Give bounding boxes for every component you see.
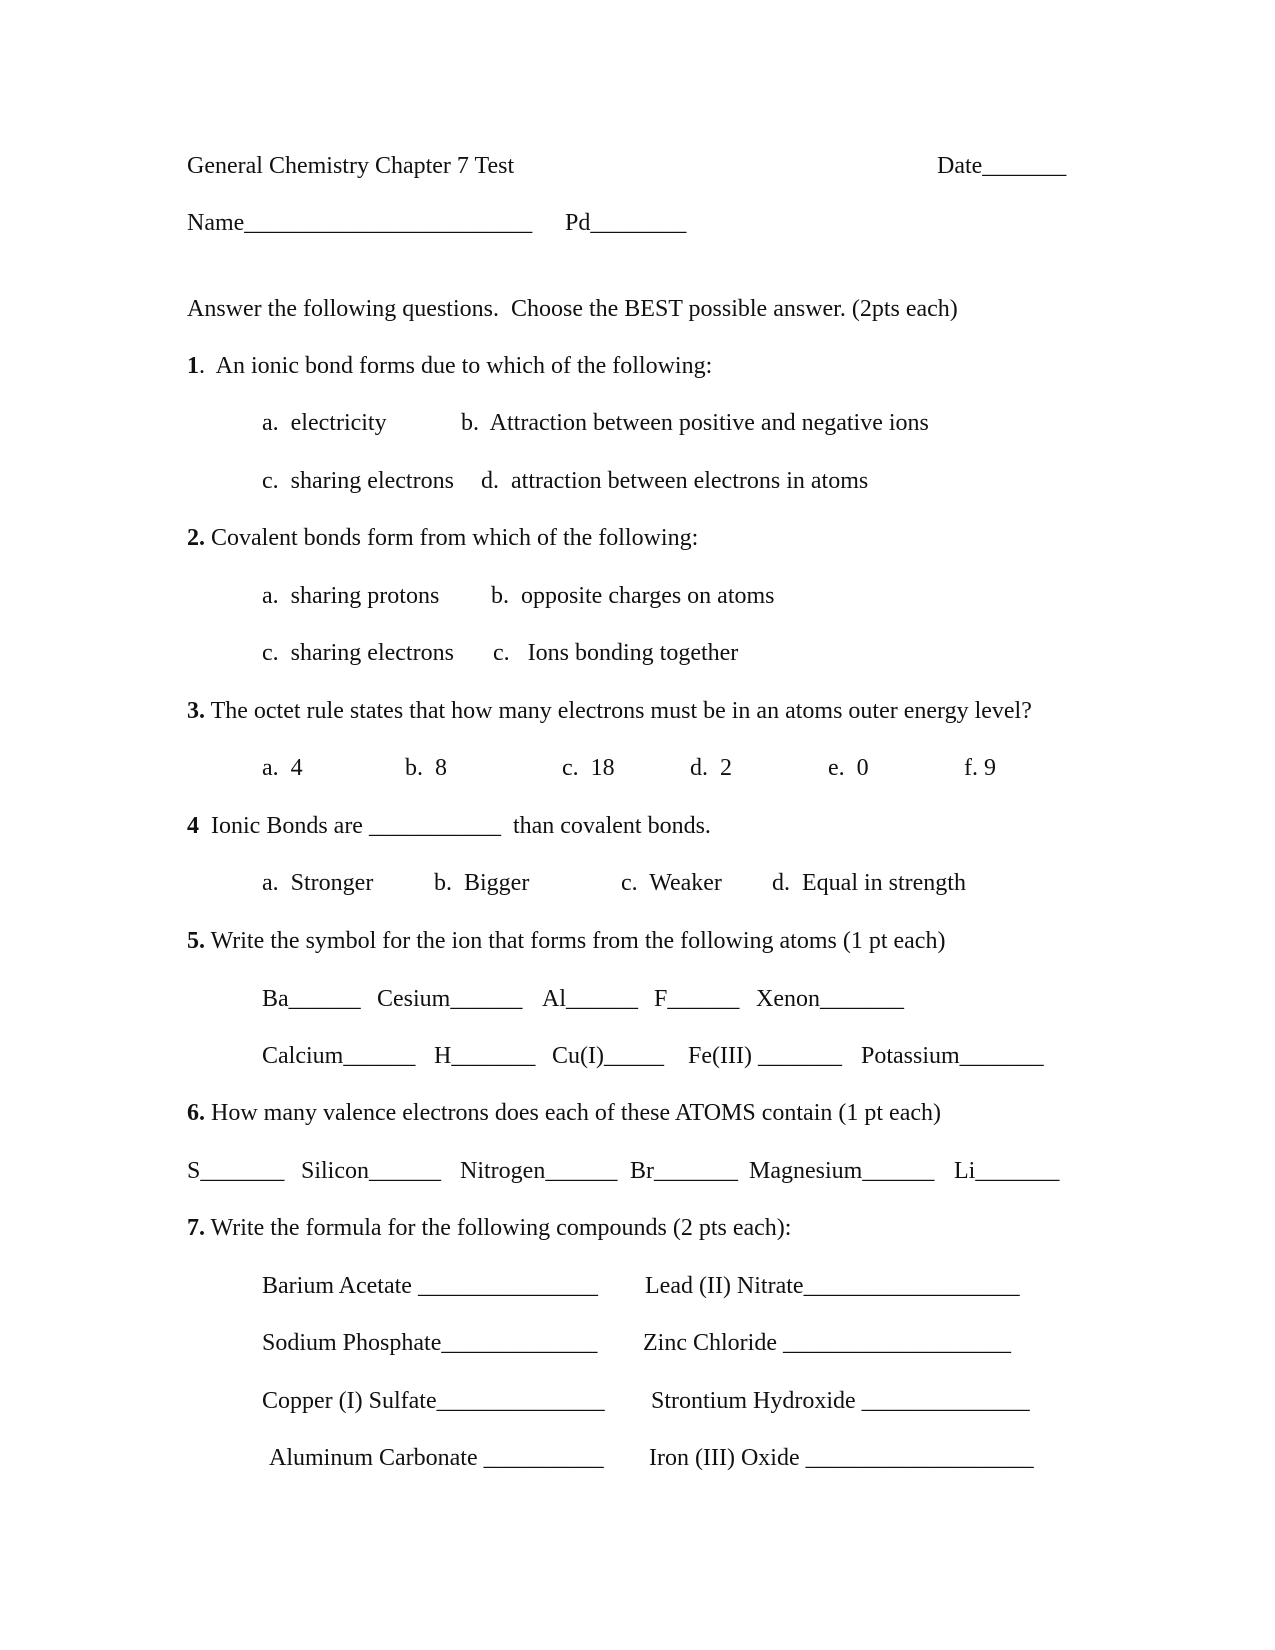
valence-magnesium[interactable]: Magnesium______ xyxy=(749,1158,935,1184)
q2-option-b[interactable]: b. opposite charges on atoms xyxy=(491,583,775,609)
ion-f[interactable]: F______ xyxy=(654,986,740,1012)
question-6 xyxy=(187,1099,941,1127)
question-text: Write the formula for the following compounds (2 pts each): xyxy=(210,1215,792,1241)
test-title: General Chemistry Chapter 7 Test xyxy=(187,153,515,179)
question-1 xyxy=(187,352,712,380)
question-text: The octet rule states that how many electrons must be in an atoms outer energy level? xyxy=(210,698,1032,724)
formula-aluminum-carbonate[interactable]: Aluminum Carbonate __________ xyxy=(269,1445,604,1471)
formula-barium-acetate[interactable]: Barium Acetate _______________ xyxy=(262,1273,598,1299)
q4-option-c[interactable]: c. Weaker xyxy=(621,870,722,896)
valence-li[interactable]: Li_______ xyxy=(954,1158,1060,1184)
q2-option-c[interactable]: c. sharing electrons xyxy=(262,640,454,666)
question-text: Ionic Bonds are ___________ than covalent bonds. xyxy=(211,813,711,839)
period-field[interactable]: Pd________ xyxy=(565,210,687,236)
formula-lead-ii-nitrate[interactable]: Lead (II) Nitrate__________________ xyxy=(645,1273,1020,1299)
valence-s[interactable]: S_______ xyxy=(187,1158,285,1184)
formula-iron-iii-oxide[interactable]: Iron (III) Oxide ___________________ xyxy=(649,1445,1034,1471)
ion-fe-iii[interactable]: Fe(III) _______ xyxy=(688,1043,842,1069)
question-4 xyxy=(187,812,711,840)
q1-option-a[interactable]: a. electricity xyxy=(262,410,387,436)
question-5 xyxy=(187,927,945,955)
q1-option-b[interactable]: b. Attraction between positive and negative ions xyxy=(461,410,929,436)
q3-option-a[interactable]: a. 4 xyxy=(262,755,303,781)
ion-h[interactable]: H_______ xyxy=(434,1043,536,1069)
question-text: . An ionic bond forms due to which of the following: xyxy=(199,353,713,379)
ion-cu-i[interactable]: Cu(I)_____ xyxy=(552,1043,664,1069)
formula-strontium-hydroxide[interactable]: Strontium Hydroxide ______________ xyxy=(651,1388,1030,1414)
valence-silicon[interactable]: Silicon______ xyxy=(301,1158,442,1184)
question-7 xyxy=(187,1214,791,1242)
question-number: 6. xyxy=(187,1100,205,1126)
question-2 xyxy=(187,524,698,552)
question-text: Write the symbol for the ion that forms from the following atoms (1 pt each) xyxy=(210,928,946,954)
q1-option-c[interactable]: c. sharing electrons xyxy=(262,468,454,494)
ion-xenon[interactable]: Xenon_______ xyxy=(756,986,904,1012)
question-number: 3. xyxy=(187,698,205,724)
q3-option-c[interactable]: c. 18 xyxy=(562,755,615,781)
name-field[interactable]: Name________________________ xyxy=(187,210,533,236)
q2-option-d[interactable]: c. Ions bonding together xyxy=(493,640,739,666)
formula-zinc-chloride[interactable]: Zinc Chloride ___________________ xyxy=(643,1330,1011,1356)
valence-nitrogen[interactable]: Nitrogen______ xyxy=(460,1158,618,1184)
question-number: 7. xyxy=(187,1215,205,1241)
question-text: How many valence electrons does each of these ATOMS contain (1 pt each) xyxy=(211,1100,941,1126)
q3-option-b[interactable]: b. 8 xyxy=(405,755,447,781)
q4-option-b[interactable]: b. Bigger xyxy=(434,870,530,896)
question-number: 5. xyxy=(187,928,205,954)
ion-ba[interactable]: Ba______ xyxy=(262,986,361,1012)
q1-option-d[interactable]: d. attraction between electrons in atoms xyxy=(481,468,869,494)
question-3 xyxy=(187,697,1032,725)
question-number: 4 xyxy=(187,813,199,839)
q3-option-d[interactable]: d. 2 xyxy=(690,755,732,781)
q3-option-f[interactable]: f. 9 xyxy=(964,755,996,781)
question-number: 1 xyxy=(187,353,199,379)
q2-option-a[interactable]: a. sharing protons xyxy=(262,583,440,609)
q4-option-a[interactable]: a. Stronger xyxy=(262,870,374,896)
date-field[interactable]: Date_______ xyxy=(937,153,1067,179)
ion-al[interactable]: Al______ xyxy=(542,986,638,1012)
question-text: Covalent bonds form from which of the following: xyxy=(211,525,699,551)
ion-calcium[interactable]: Calcium______ xyxy=(262,1043,416,1069)
formula-sodium-phosphate[interactable]: Sodium Phosphate_____________ xyxy=(262,1330,598,1356)
question-number: 2. xyxy=(187,525,205,551)
ion-cesium[interactable]: Cesium______ xyxy=(377,986,523,1012)
valence-br[interactable]: Br_______ xyxy=(630,1158,738,1184)
formula-copper-i-sulfate[interactable]: Copper (I) Sulfate______________ xyxy=(262,1388,605,1414)
q4-option-d[interactable]: d. Equal in strength xyxy=(772,870,966,896)
q3-option-e[interactable]: e. 0 xyxy=(828,755,869,781)
ion-potassium[interactable]: Potassium_______ xyxy=(861,1043,1044,1069)
instructions: Answer the following questions. Choose the BEST possible answer. (2pts each) xyxy=(187,296,958,322)
